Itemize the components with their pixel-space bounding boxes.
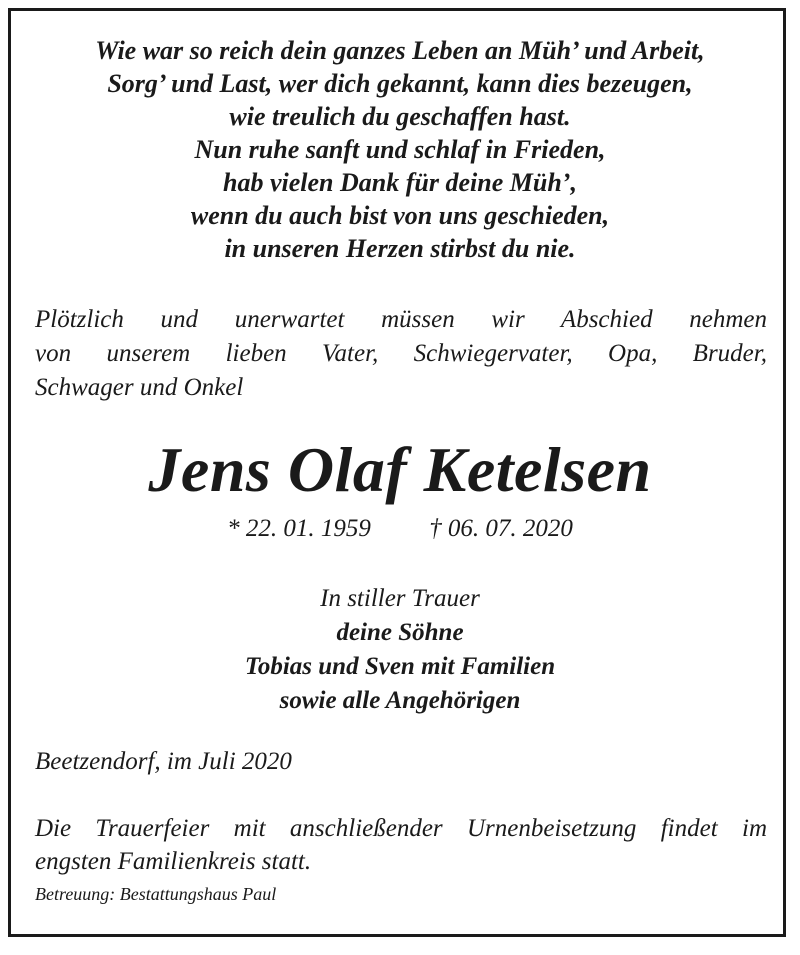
memorial-poem xyxy=(20,34,780,265)
announcement-line: von unserem lieben Vater, Schwiegervater, Opa, Bruder, xyxy=(35,340,767,367)
poem-line: Sorg’ und Last, wer dich gekannt, kann dies bezeugen, xyxy=(107,69,693,98)
poem-line: wenn du auch bist von uns geschieden, xyxy=(190,201,610,230)
death-date: † 06. 07. 2020 xyxy=(429,515,573,542)
mourner-line: sowie alle Angehörigen xyxy=(279,687,521,714)
funeral-line: Die Trauerfeier mit anschließender Urnenbeisetzung findet im xyxy=(35,815,767,842)
poem-line: Wie war so reich dein ganzes Leben an Müh’ und Arbeit, xyxy=(95,36,705,65)
birth-date: * 22. 01. 1959 xyxy=(227,515,371,542)
mourner-line: deine Söhne xyxy=(336,619,464,646)
life-dates xyxy=(0,512,800,546)
poem-line: Nun ruhe sanft und schlaf in Frieden, xyxy=(194,135,606,164)
announcement-line: Schwager und Onkel xyxy=(35,374,244,401)
mourning-intro: In stiller Trauer xyxy=(320,585,480,612)
funeral-line: engsten Familienkreis statt. xyxy=(35,848,312,875)
mourner-line: Tobias und Sven mit Familien xyxy=(244,653,556,680)
announcement-line: Plötzlich und unerwartet müssen wir Abschied nehmen xyxy=(35,306,767,333)
announcement-text xyxy=(35,303,767,405)
mourners-block xyxy=(0,582,800,718)
funeral-notice xyxy=(35,812,767,878)
poem-line: in unseren Herzen stirbst du nie. xyxy=(224,234,576,263)
poem-line: hab vielen Dank für deine Müh’, xyxy=(223,168,577,197)
deceased-name: Jens Olaf Ketelsen xyxy=(148,434,652,505)
poem-line: wie treulich du geschaffen hast. xyxy=(229,102,571,131)
funeral-home-credit: Betreuung: Bestattungshaus Paul xyxy=(35,884,277,904)
place-date: Beetzendorf, im Juli 2020 xyxy=(35,748,292,775)
